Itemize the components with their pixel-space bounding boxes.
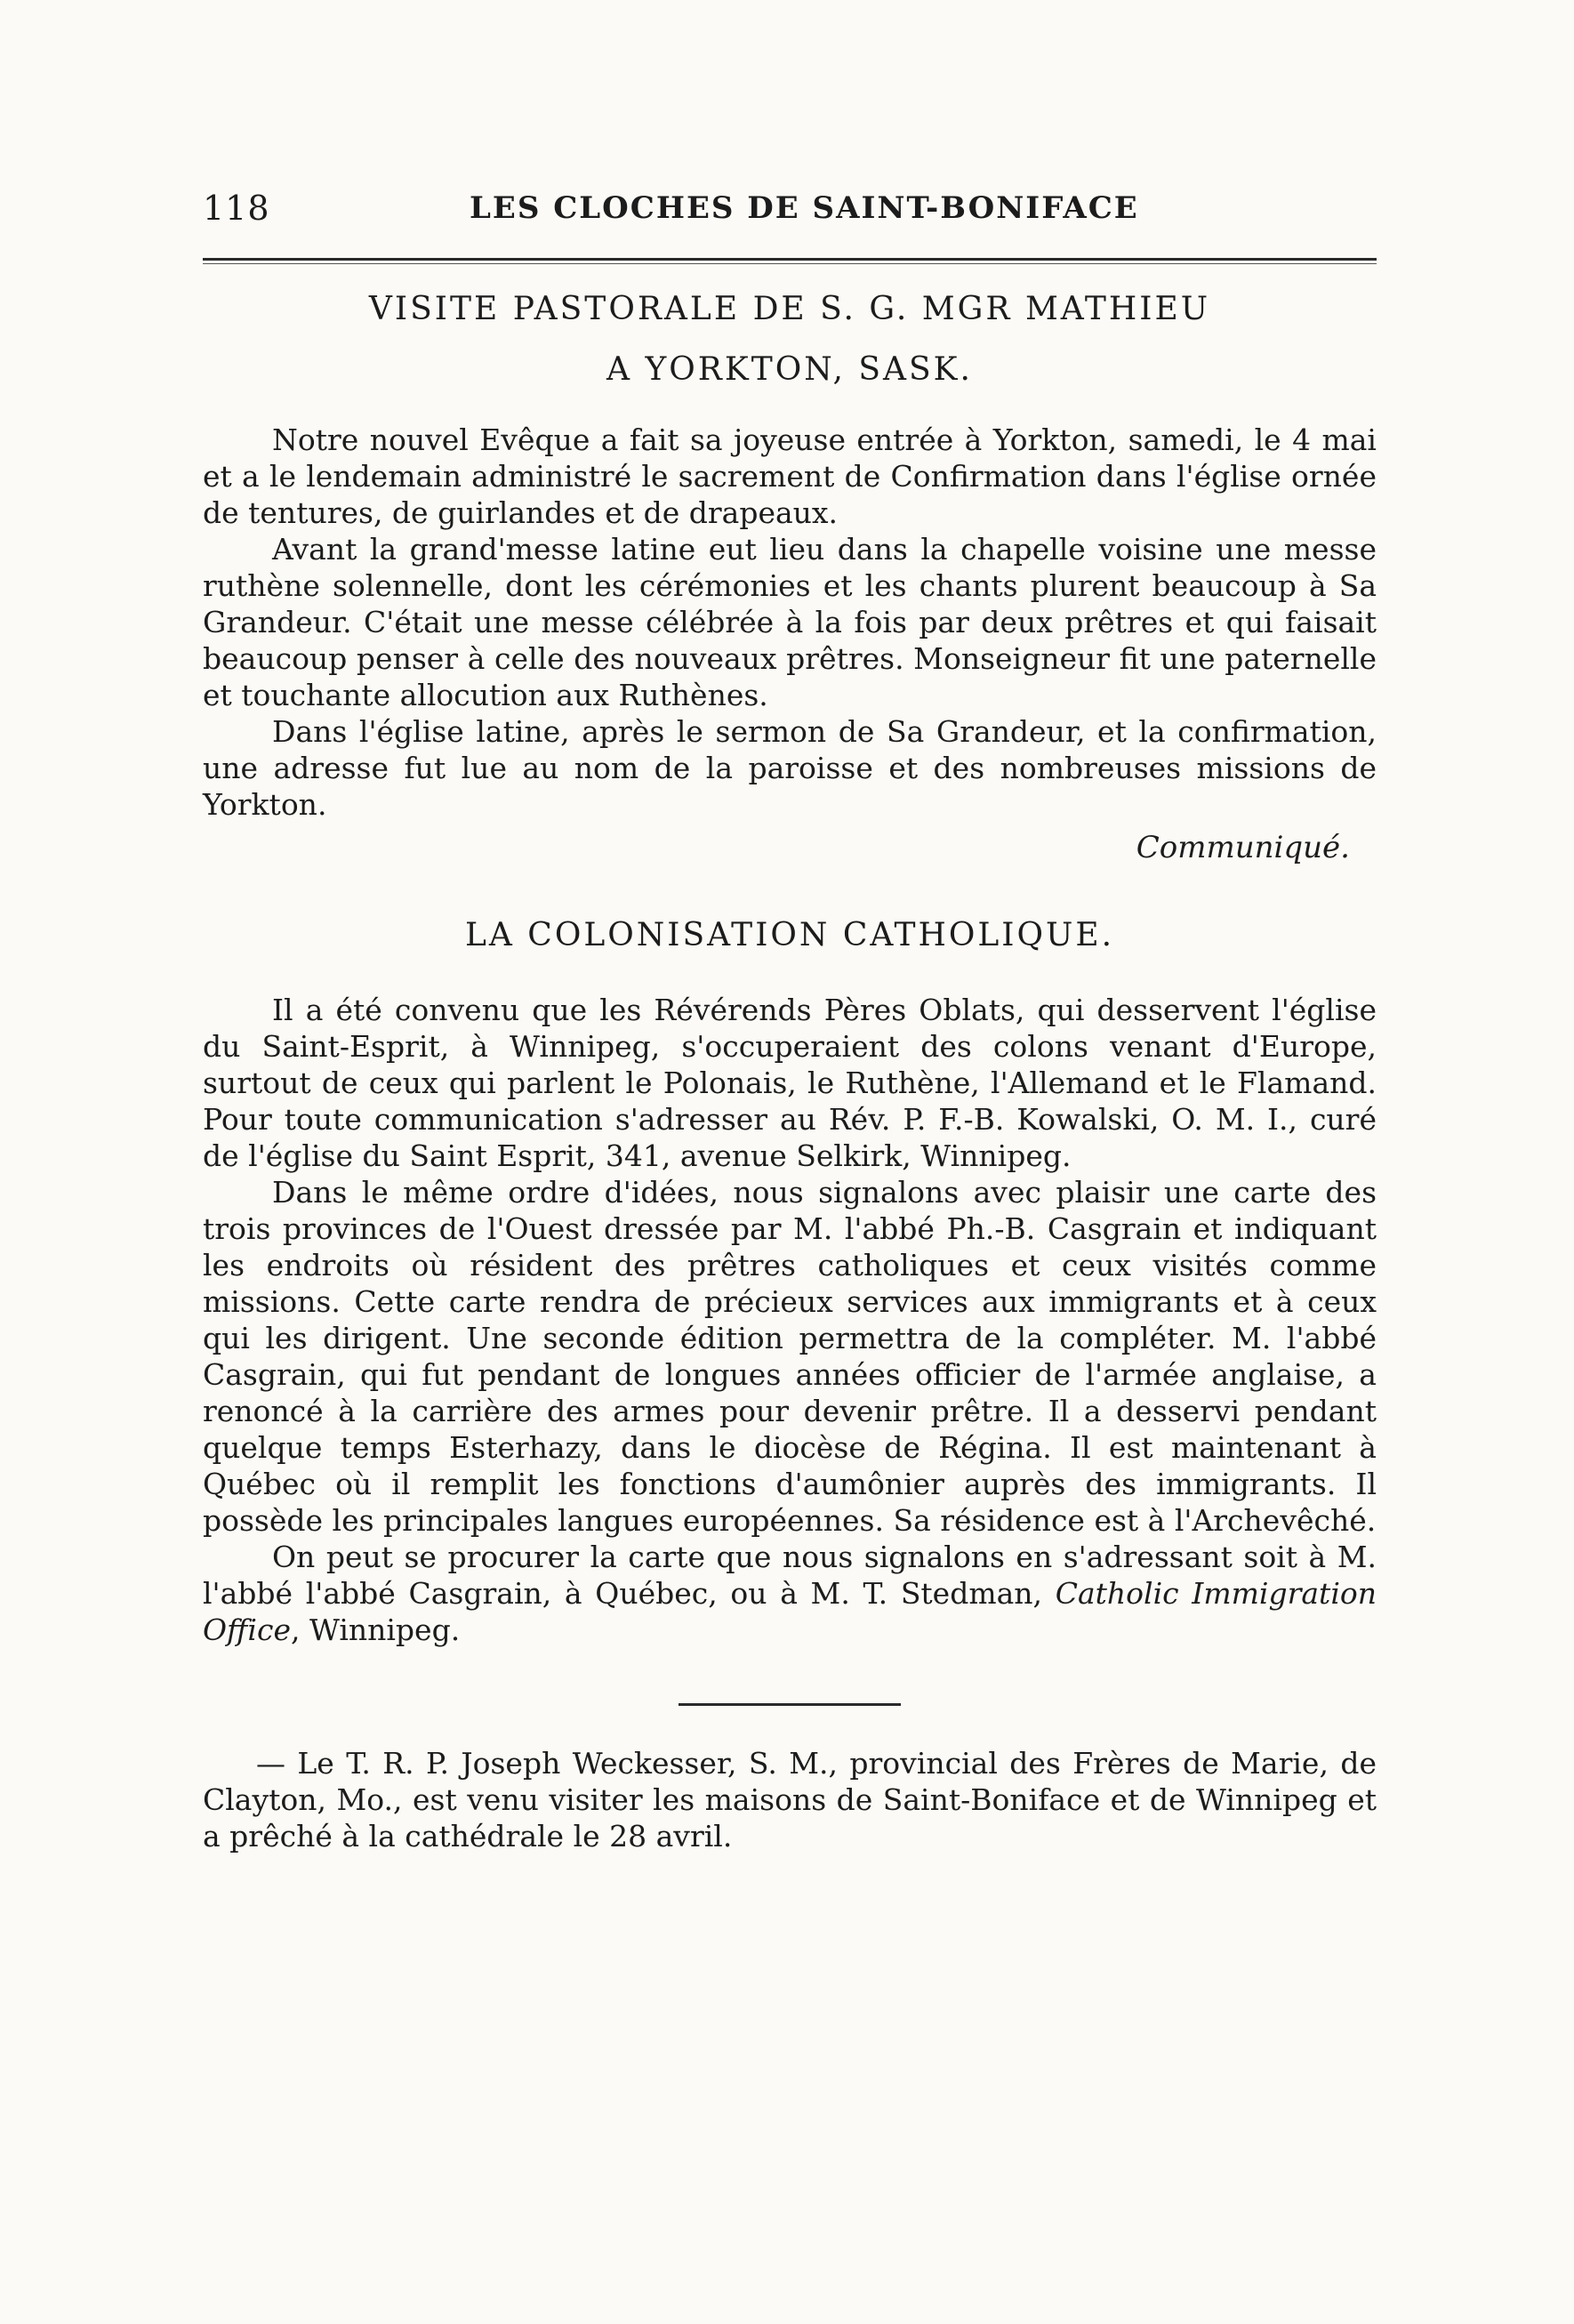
article-colonisation xyxy=(203,913,1377,1648)
text-column xyxy=(203,276,1377,1854)
paragraph: Avant la grand'messe latine eut lieu dans la chapelle voisine une messe ruthène solennelle, dont les cérémonies et les chants plurent beaucoup à Sa Grandeur. C'était une messe célébrée à la fois par deux prêtres et qui faisait beaucoup penser à celle des nouveaux prêtres. Monseigneur fit une paternelle et touchante allocution aux Ruthènes. xyxy=(203,532,1377,712)
article-title: LA COLONISATION CATHOLIQUE. xyxy=(464,917,1115,953)
signature: Communiqué. xyxy=(1136,830,1350,865)
running-header xyxy=(203,189,1377,242)
news-note: — Le T. R. P. Joseph Weckesser, S. M., provincial des Frères de Marie, de Clayton, Mo., est venu visiter les maisons de Saint-Boniface et de Winnipeg et a prêché à la cathédrale le 28 avril. xyxy=(203,1746,1377,1854)
article-visite-pastorale xyxy=(203,279,1377,867)
running-title: LES CLOCHES DE SAINT-BONIFACE xyxy=(470,190,1139,226)
paragraph: Dans le même ordre d'idées, nous signalons avec plaisir une carte des trois provinces de l'Ouest dressée par M. l'abbé Ph.-B. Casgrain et indiquant les endroits où résident des prêtres catholiques et ceux visités comme missions. Cette carte rendra de précieux services aux immigrants et à ceux qui les dirigent. Une seconde édition permettra de la compléter. M. l'abbé Casgrain, qui fut pendant de longues années officier de l'armée anglaise, a renoncé à la carrière des armes pour devenir prêtre. Il a desservi pendant quelque temps Esterhazy, dans le diocèse de Régina. Il est maintenant à Québec où il remplit les fonctions d'aumônier auprès des immigrants. Il possède les principales langues européennes. Sa résidence est à l'Archevêché. xyxy=(203,1175,1377,1538)
paragraph-with-italic xyxy=(203,1539,1377,1648)
paragraph-text: On peut se procurer la carte que nous signalons en s'adressant soit à M. l'abbé l'abbé Casgrain, à Québec, ou à M. T. Stedman, xyxy=(203,1540,1377,1611)
section-gap xyxy=(203,867,1377,913)
header-rule xyxy=(203,258,1377,261)
office-name: Catholic Immigration Office xyxy=(203,1576,1377,1647)
article-title-line-1: VISITE PASTORALE DE S. G. MGR MATHIEU xyxy=(368,291,1211,327)
article-title-line-2: A YORKTON, SASK. xyxy=(606,351,973,388)
page-number: 118 xyxy=(203,189,270,228)
header-rule-thin xyxy=(203,263,1377,264)
paragraph: Dans l'église latine, après le sermon de Sa Grandeur, et la confirmation, une adresse fut lue au nom de la paroisse et des nombreuses missions de Yorkton. xyxy=(203,714,1377,822)
paragraph-text: , Winnipeg. xyxy=(291,1612,461,1647)
section-divider xyxy=(679,1703,901,1706)
paragraph: Notre nouvel Evêque a fait sa joyeuse entrée à Yorkton, samedi, le 4 mai et a le lendemain administré le sacrement de Confirmation dans l'église ornée de tentures, de guirlandes et de drapeaux. xyxy=(203,422,1377,530)
paragraph: Il a été convenu que les Révérends Pères Oblats, qui desservent l'église du Saint-Esprit, à Winnipeg, s'occuperaient des colons venant d'Europe, surtout de ceux qui parlent le Polonais, le Ruthène, l'Allemand et le Flamand. Pour toute communication s'adresser au Rév. P. F.-B. Kowalski, O. M. I., curé de l'église du Saint Esprit, 341, avenue Selkirk, Winnipeg. xyxy=(203,993,1377,1173)
